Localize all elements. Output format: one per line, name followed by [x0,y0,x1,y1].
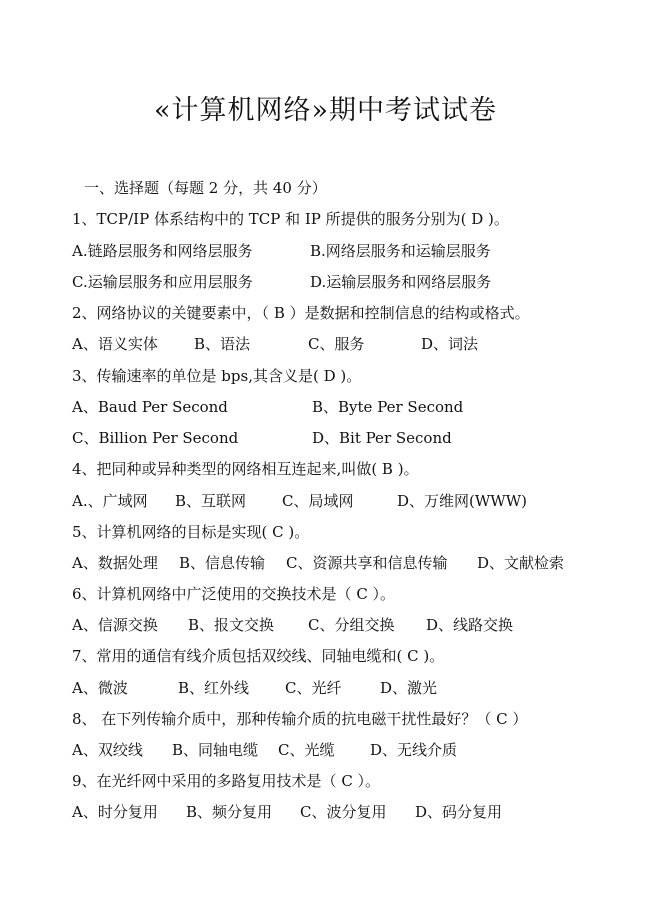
option-a: A.链路层服务和网络层服务 [72,242,253,260]
option-d: D、码分复用 [415,803,503,821]
option-b: B.网络层服务和运输层服务 [310,242,491,260]
option-b: B、频分复用 [186,803,273,821]
option-c: C、光纤 [285,679,342,697]
option-a: A、语义实体 [72,335,158,353]
option-d: D、Bit Per Second [312,429,452,447]
option-b: B、同轴电缆 [172,741,259,759]
option-c: C、波分复用 [300,803,387,821]
option-c: C、分组交换 [308,616,395,634]
option-a: A、双绞线 [72,741,143,759]
option-c: C、服务 [308,335,365,353]
question-stem: 9、在光纤网中采用的多路复用技术是（ C ）。 [72,772,381,790]
section-heading: 一、选择题（每题 2 分，共 40 分） [84,179,327,197]
option-c: C、资源共享和信息传输 [286,554,448,572]
option-b: B、语法 [194,335,251,353]
option-b: B、Byte Per Second [312,398,464,416]
question-stem: 1、TCP/IP 体系结构中的 TCP 和 IP 所提供的服务分别为( D )。 [72,210,509,228]
option-d: D、激光 [380,679,438,697]
option-b: B、信息传输 [179,554,266,572]
exam-title: «计算机网络»期中考试试卷 [153,95,498,126]
option-c: C、局域网 [282,492,354,510]
question-stem: 8、 在下列传输介质中，那种传输介质的抗电磁干扰性最好？（ C ） [72,710,528,728]
option-a: A、信源交换 [72,616,158,634]
option-c: C、Billion Per Second [72,429,239,447]
option-d: D、线路交换 [426,616,514,634]
option-c: C.运输层服务和应用层服务 [72,273,253,291]
option-d: D、词法 [421,335,479,353]
option-b: B、互联网 [175,492,247,510]
option-b: B、红外线 [178,679,250,697]
option-a: A、时分复用 [72,803,158,821]
option-c: C、光缆 [278,741,335,759]
option-d: D、文献检索 [477,554,565,572]
option-a: A.、广域网 [72,492,148,510]
question-stem: 2、网络协议的关键要素中，（ B ）是数据和控制信息的结构或格式。 [72,304,530,322]
question-stem: 3、传输速率的单位是 bps,其含义是( D )。 [72,367,362,385]
option-b: B、报文交换 [188,616,275,634]
question-stem: 7、常用的通信有线介质包括双绞线、同轴电缆和( C )。 [72,647,445,665]
option-d: D、无线介质 [370,741,458,759]
option-a: A、微波 [72,679,128,697]
question-stem: 4、把同种或异种类型的网络相互连起来,叫做( B )。 [72,460,419,478]
option-a: A、Baud Per Second [72,398,228,416]
option-a: A、数据处理 [72,554,158,572]
option-d: D、万维网(WWW) [397,492,527,510]
question-stem: 5、计算机网络的目标是实现( C )。 [72,523,310,541]
option-d: D.运输层服务和网络层服务 [310,273,492,291]
question-stem: 6、计算机网络中广泛使用的交换技术是（ C ）。 [72,585,396,603]
